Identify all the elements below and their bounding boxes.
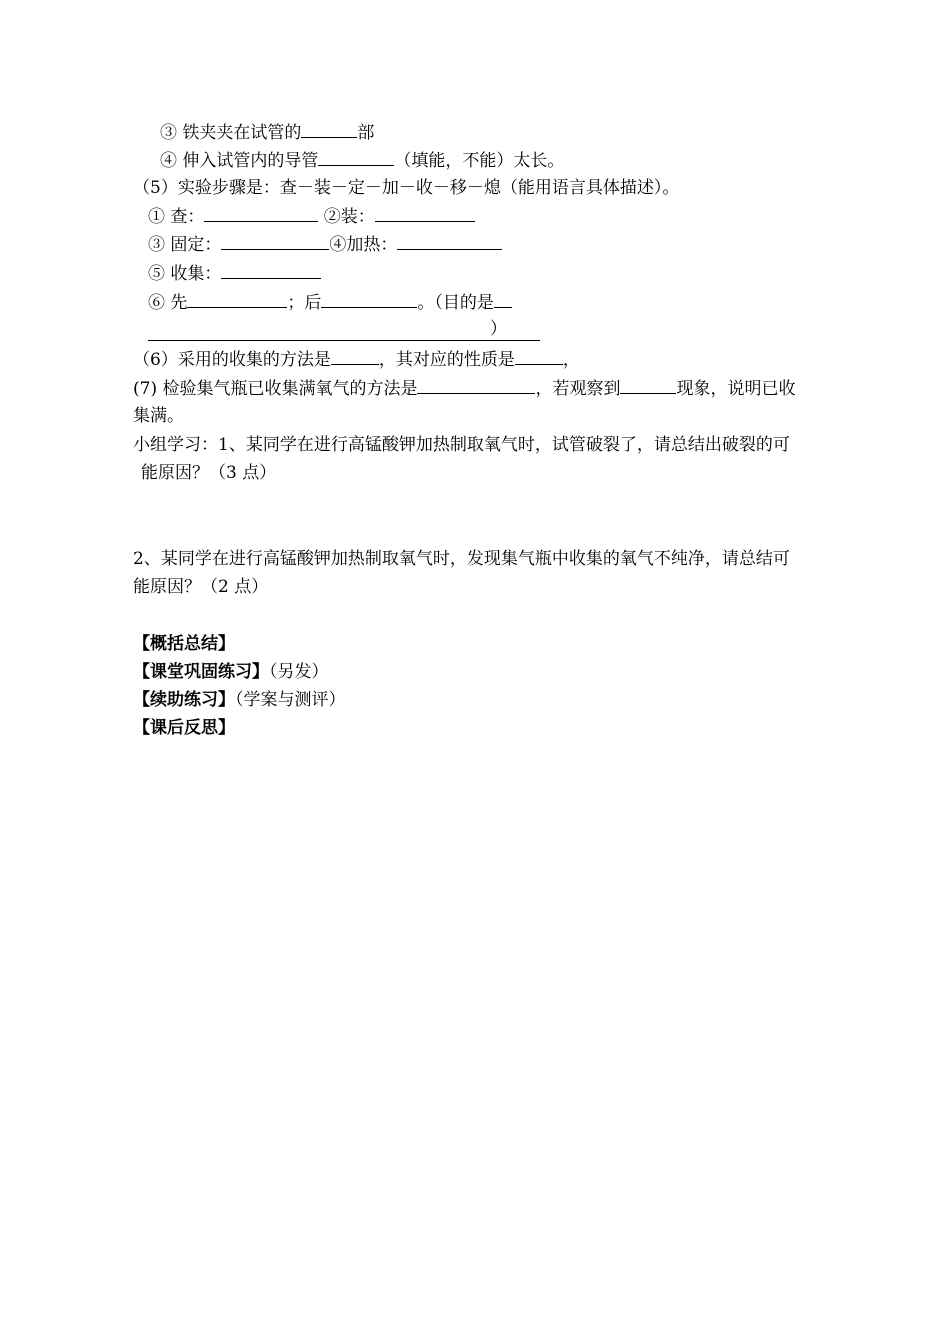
answer-blank — [301, 121, 357, 138]
answer-blank — [515, 348, 563, 365]
answer-line — [148, 340, 540, 341]
answer-blank — [318, 149, 394, 166]
group-study-q1-cont: 能原因？（3 点） — [141, 463, 277, 483]
group-study-q1: 小组学习：1、某同学在进行高锰酸钾加热制取氧气时，试管破裂了，请总结出破裂的可 — [133, 435, 790, 455]
answer-blank — [221, 233, 329, 250]
group-study-q2-cont: 能原因？（2 点） — [133, 577, 269, 597]
step-collect: ⑤ 收集： — [148, 262, 321, 284]
step-first-then: ⑥ 先 ；后 。（目的是 — [148, 291, 512, 313]
section-reflection: 【课后反思】 — [133, 718, 235, 738]
step-check-load: ① 查： ②装： — [148, 205, 475, 227]
answer-blank — [331, 348, 379, 365]
answer-blank — [375, 205, 475, 222]
answer-blank — [494, 291, 512, 308]
step-fix-heat: ③ 固定： ④加热： — [148, 233, 502, 255]
question-7-test: (7) 检验集气瓶已收集满氧气的方法是 ，若观察到 现象，说明已收 — [133, 379, 796, 399]
question-5-steps: （5）实验步骤是：查－装－定－加－收－移－熄（能用语言具体描述）。 — [133, 178, 680, 198]
answer-blank — [187, 291, 287, 308]
group-study-q2: 2、某同学在进行高锰酸钾加热制取氧气时，发现集气瓶中收集的氧气不纯净，请总结可 — [133, 549, 790, 569]
answer-blank — [204, 205, 318, 222]
section-followup: 【续助练习】（学案与测评） — [133, 690, 346, 710]
question-7-cont: 集满。 — [133, 406, 184, 426]
section-practice: 【课堂巩固练习】（另发） — [133, 662, 329, 682]
question-6-collection: （6）采用的收集的方法是 ，其对应的性质是 ， — [133, 350, 580, 370]
answer-blank — [620, 377, 676, 394]
answer-blank — [417, 377, 535, 394]
closing-paren: ） — [490, 319, 507, 339]
answer-blank — [397, 233, 502, 250]
step-4-tube: ④ 伸入试管内的导管 （填能，不能）太长。 — [160, 151, 565, 171]
step-3-clamp: ③ 铁夹夹在试管的 部 — [160, 123, 375, 143]
section-summary: 【概括总结】 — [133, 634, 235, 654]
answer-blank — [321, 291, 417, 308]
answer-blank — [221, 262, 321, 279]
